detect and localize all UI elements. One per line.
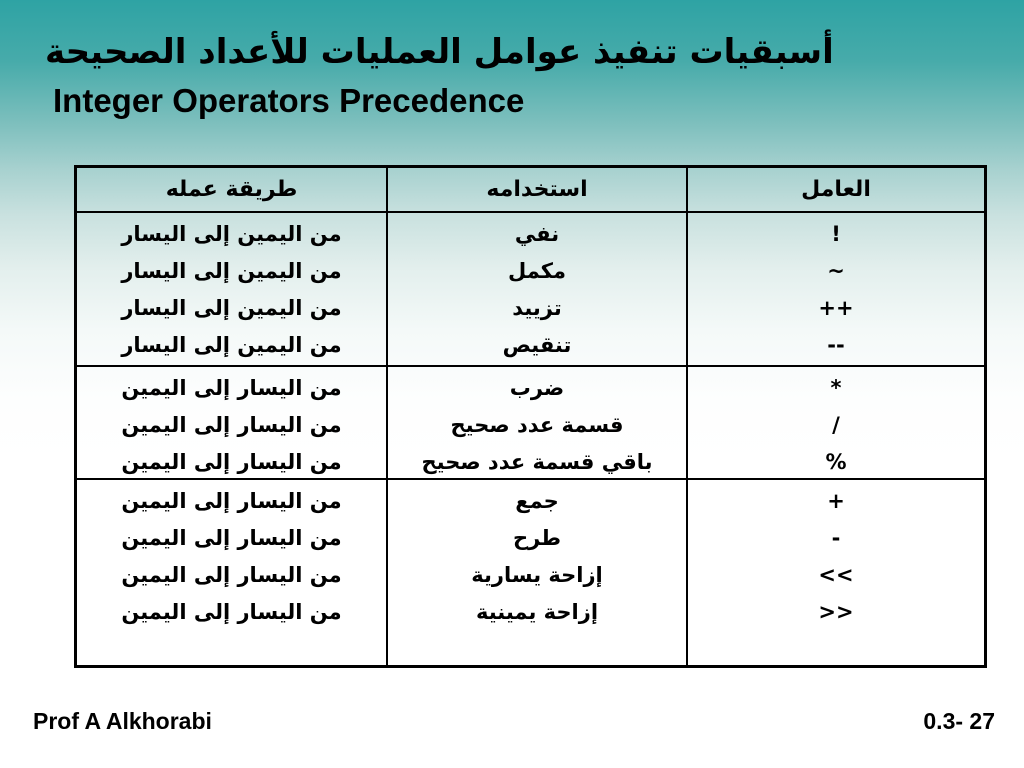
table-cell-usage [386,480,686,665]
operator-symbol: << [818,563,854,587]
footer-page-number: 0.3- 27 [923,708,995,734]
usage-text: ضرب [509,376,565,400]
operator-symbol: -- [827,333,845,357]
method-text: من اليسار إلى اليمين [121,600,342,624]
table-group-row [77,367,984,480]
method-text: من اليمين إلى اليسار [121,222,342,246]
column-header-usage: استخدامه [386,168,686,211]
table-cell-usage [386,367,686,478]
operator-symbol: ! [831,222,841,246]
usage-text: قسمة عدد صحيح [450,413,624,437]
method-text: من اليسار إلى اليمين [121,413,342,437]
usage-text: إزاحة يسارية [471,563,603,587]
method-text: من اليسار إلى اليمين [121,489,342,513]
operator-symbol: ~ [827,259,845,283]
usage-text: نفي [514,222,560,246]
table-cell-method [77,480,386,665]
method-text: من اليمين إلى اليسار [121,259,342,283]
table-group-row [77,480,984,665]
operators-precedence-table [74,165,987,668]
operator-symbol: * [830,376,842,400]
table-cell-usage [386,213,686,365]
usage-text: تزييد [512,296,562,320]
column-header-operator: العامل [686,168,984,211]
operator-symbol: + [827,489,845,513]
slide-title-arabic: أسبقيات تنفيذ عوامل العمليات للأعداد الصحيحة [45,32,834,72]
column-header-method: طريقة عمله [165,177,298,202]
operator-symbol: / [832,413,840,437]
method-text: من اليسار إلى اليمين [121,563,342,587]
usage-text: جمع [515,489,559,513]
table-cell-operator [686,480,984,665]
method-text: من اليمين إلى اليسار [121,333,342,357]
usage-text: إزاحة يمينية [475,600,599,624]
method-text: من اليسار إلى اليمين [121,526,342,550]
usage-text: باقي قسمة عدد صحيح [421,450,653,474]
operator-symbol: ++ [818,296,854,320]
operator-symbol: % [825,450,847,474]
table-group-row [77,213,984,367]
table-cell-method [77,213,386,365]
usage-text: مكمل [507,259,567,283]
method-text: من اليمين إلى اليسار [121,296,342,320]
table-cell-operator [686,367,984,478]
table-cell-operator [686,213,984,365]
slide-title-english: Integer Operators Precedence [53,81,525,119]
operator-symbol: >> [818,600,854,624]
usage-text: طرح [513,526,561,550]
footer-author: Prof A Alkhorabi [33,708,212,734]
operator-symbol: - [831,526,841,550]
table-cell-method [77,367,386,478]
title-block [45,30,834,120]
method-text: من اليسار إلى اليمين [121,450,342,474]
table-header-row [77,168,984,213]
method-text: من اليسار إلى اليمين [121,376,342,400]
usage-text: تنقيص [502,333,572,357]
